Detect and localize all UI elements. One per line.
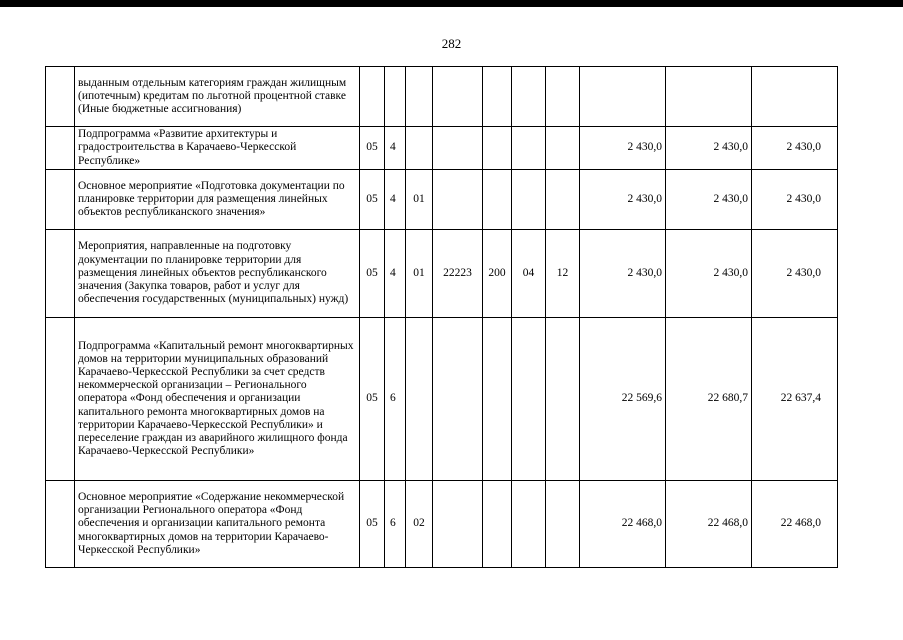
table-row: [46, 318, 838, 481]
amount-cell: 22 468,0: [666, 481, 752, 568]
code-cell: 4: [385, 127, 406, 170]
code-cell: [483, 170, 512, 230]
table-row: [46, 170, 838, 230]
table-row: [46, 127, 838, 170]
code-cell: 4: [385, 170, 406, 230]
code-cell: 05: [360, 127, 385, 170]
item-name: Подпрограмма «Капитальный ремонт многоквартирных домов на территории муниципальных образований Карачаево-Черкесской Республики за счет средств некоммерческой организации – Регионального оператора «Фонд обеспечения и организации капитального ремонта многоквартирных домов на территории Карачаево-Черкесской Республики» и переселение граждан из аварийного жилищного фонда Карачаево-Черкесской Республики»: [75, 318, 360, 481]
code-cell: 6: [385, 318, 406, 481]
amount-cell: [752, 67, 838, 127]
amount-cell: 2 430,0: [752, 170, 838, 230]
code-cell: [546, 481, 580, 568]
code-cell: [483, 481, 512, 568]
code-cell: [512, 318, 546, 481]
code-cell: [433, 127, 483, 170]
row-number-cell: [46, 230, 75, 318]
amount-cell: 2 430,0: [580, 170, 666, 230]
item-name: Подпрограмма «Развитие архитектуры и градостроительства в Карачаево-Черкесской Республике»: [75, 127, 360, 170]
table-row: [46, 481, 838, 568]
code-cell: [483, 127, 512, 170]
code-cell: [512, 481, 546, 568]
row-number-cell: [46, 67, 75, 127]
amount-cell: 2 430,0: [666, 127, 752, 170]
code-cell: 01: [406, 230, 433, 318]
amount-cell: 22 468,0: [580, 481, 666, 568]
amount-cell: 2 430,0: [666, 230, 752, 318]
table-row: [46, 230, 838, 318]
code-cell: [512, 67, 546, 127]
code-cell: [546, 318, 580, 481]
table-row: [46, 67, 838, 127]
amount-cell: 22 680,7: [666, 318, 752, 481]
item-name: Основное мероприятие «Подготовка документации по планировке территории для размещения линейных объектов республиканского значения»: [75, 170, 360, 230]
budget-table: [45, 66, 838, 568]
amount-cell: 22 468,0: [752, 481, 838, 568]
amount-cell: 22 637,4: [752, 318, 838, 481]
scan-top-border: [0, 0, 903, 7]
amount-cell: [666, 67, 752, 127]
amount-cell: 2 430,0: [666, 170, 752, 230]
item-name: выданным отдельным категориям граждан жилищным (ипотечным) кредитам по льготной процентной ставке (Иные бюджетные ассигнования): [75, 67, 360, 127]
item-name: Основное мероприятие «Содержание некоммерческой организации Регионального оператора «Фонд обеспечения и организации капитального ремонта многоквартирных домов на территории Карачаево-Черкесской Республики»: [75, 481, 360, 568]
code-cell: 01: [406, 170, 433, 230]
code-cell: [406, 67, 433, 127]
row-number-cell: [46, 481, 75, 568]
code-cell: 05: [360, 170, 385, 230]
code-cell: [546, 170, 580, 230]
code-cell: 12: [546, 230, 580, 318]
row-number-cell: [46, 127, 75, 170]
amount-cell: 2 430,0: [752, 230, 838, 318]
page-number: 282: [441, 36, 462, 51]
code-cell: [433, 67, 483, 127]
amount-cell: 2 430,0: [580, 230, 666, 318]
code-cell: [385, 67, 406, 127]
row-number-cell: [46, 318, 75, 481]
amount-cell: 22 569,6: [580, 318, 666, 481]
code-cell: [546, 127, 580, 170]
code-cell: [433, 318, 483, 481]
amount-cell: [580, 67, 666, 127]
code-cell: 6: [385, 481, 406, 568]
row-number-cell: [46, 170, 75, 230]
amount-cell: 2 430,0: [752, 127, 838, 170]
code-cell: [433, 481, 483, 568]
code-cell: [512, 170, 546, 230]
code-cell: [483, 67, 512, 127]
code-cell: [406, 318, 433, 481]
code-cell: [483, 318, 512, 481]
code-cell: [406, 127, 433, 170]
code-cell: [546, 67, 580, 127]
amount-cell: 2 430,0: [580, 127, 666, 170]
code-cell: 05: [360, 318, 385, 481]
code-cell: [433, 170, 483, 230]
code-cell: 4: [385, 230, 406, 318]
code-cell: [360, 67, 385, 127]
code-cell: 200: [483, 230, 512, 318]
code-cell: 04: [512, 230, 546, 318]
item-name: Мероприятия, направленные на подготовку документации по планировке территории для размещения линейных объектов республиканского значения (Закупка товаров, работ и услуг для обеспечения государственных (муниципальных) нужд): [75, 230, 360, 318]
code-cell: 22223: [433, 230, 483, 318]
code-cell: 05: [360, 481, 385, 568]
code-cell: [512, 127, 546, 170]
code-cell: 02: [406, 481, 433, 568]
code-cell: 05: [360, 230, 385, 318]
